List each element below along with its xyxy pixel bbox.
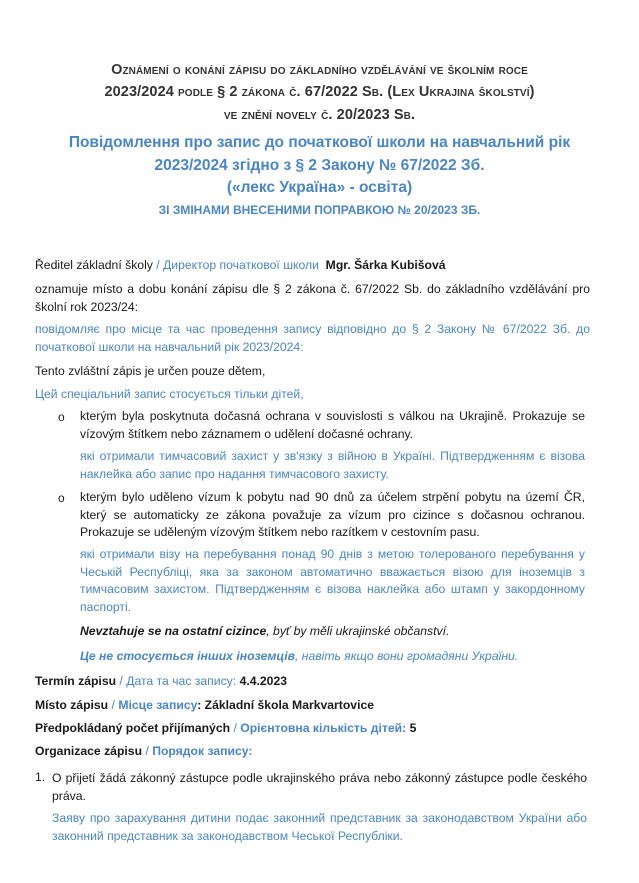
separator: / bbox=[108, 698, 119, 712]
ua-heading-line-4: ЗІ ЗМІНАМИ ВНЕСЕНИМИ ПОПРАВКОЮ № 20/2023 ЗБ. bbox=[158, 203, 481, 217]
count-line bbox=[35, 720, 590, 738]
bullet-1-cz: kterým byla poskytnuta dočasná ochrana v souvislosti s válkou na Ukrajině. Prokazuje se vízovým štítkem nebo záznamem o udělení dočasné ochrany. bbox=[80, 409, 585, 441]
separator: / bbox=[230, 721, 241, 735]
count-label-cz: Předpokládaný počet přijímaných bbox=[35, 721, 231, 735]
colon: : bbox=[197, 698, 205, 712]
ua-heading-line-3: («лекс Україна» - освіта) bbox=[226, 179, 413, 196]
bullet-1-ua: які отримали тимчасовий захист у зв'язку з війною в Україні. Підтвердженням є візова наклейка або запис про надання тимчасового захисту. bbox=[80, 449, 585, 481]
cz-heading-line-2: 2023/2024 podle § 2 zákona č. 67/2022 Sb. (Lex Ukrajina školství) bbox=[104, 84, 535, 100]
colon: : bbox=[232, 674, 240, 688]
count-label-ua: Орієнтовна кількість дітей bbox=[240, 721, 403, 735]
director-label-ua: Директор початкової школи bbox=[163, 258, 319, 272]
place-label-cz: Místo zápisu bbox=[35, 698, 109, 712]
director-line bbox=[35, 257, 590, 275]
place-label-ua: Місце запису bbox=[118, 698, 198, 712]
scope-ua: Цей спеціальний запис стосується тільки дітей, bbox=[35, 387, 304, 401]
exclusion-ua-rest: , навіть якщо вони громадяни України. bbox=[295, 649, 519, 663]
announce-ua: повідомляє про місце та час проведення запису відповідно до § 2 Закону № 67/2022 Зб. до початкової школи на навчальний рік 2023/2024: bbox=[35, 322, 590, 354]
count-value: 5 bbox=[409, 721, 417, 735]
exclusion-cz-bold: Nevztahuje se na ostatní cizince bbox=[80, 624, 267, 638]
cz-heading-line-3: ve znění novely č. 20/2023 Sb. bbox=[223, 107, 416, 123]
separator: / bbox=[152, 258, 164, 272]
bullet-marker: o bbox=[58, 410, 65, 424]
bullet-2-cz: kterým bylo uděleno vízum k pobytu nad 90 dnů za účelem strpění pobytu na území ČR, který se automaticky ze zákona považuje za vízum pro cizince s dočasnou ochranou. Prokazuje se uděleným vízovým štítkem nebo razítkem v cestovním pasu. bbox=[80, 490, 585, 539]
term-label-ua: Дата та час запису bbox=[126, 674, 233, 688]
org-label-ua: Порядок запису: bbox=[152, 744, 253, 758]
numbered-1-ua: Заяву про зарахування дитини подає законний представник за законодавством України або законний представник за законодавством Чеської Республіки. bbox=[52, 811, 587, 843]
director-label-cz: Ředitel základní školy bbox=[35, 258, 153, 272]
list-number: 1. bbox=[35, 770, 46, 784]
exclusion-cz bbox=[80, 623, 585, 641]
bullet-marker: o bbox=[58, 491, 65, 505]
scope-cz: Tento zvláštní zápis je určen pouze dětem, bbox=[35, 364, 266, 378]
term-value: 4.4.2023 bbox=[239, 674, 288, 688]
place-value: Základní škola Markvartovice bbox=[204, 698, 375, 712]
numbered-1-cz: O přijetí žádá zákonný zástupce podle ukrajinského práva nebo zákonný zástupce podle českého práva. bbox=[52, 771, 587, 803]
exclusion-cz-rest: , byť by měli ukrajinské občanství. bbox=[266, 624, 450, 638]
org-label-cz: Organizace zápisu bbox=[35, 744, 143, 758]
term-label-cz: Termín zápisu bbox=[35, 674, 117, 688]
place-line bbox=[35, 697, 590, 715]
exclusion-ua bbox=[80, 648, 585, 666]
separator: / bbox=[116, 674, 127, 688]
ua-heading-line-2: 2023/2024 згідно з § 2 Закону № 67/2022 Зб. bbox=[154, 157, 485, 174]
ua-heading-line-1: Повідомлення про запис до початкової школи на навчальний рік bbox=[68, 134, 571, 151]
director-name: Mgr. Šárka Kubišová bbox=[325, 258, 446, 272]
announce-cz: oznamuje místo a dobu konání zápisu dle § 2 zákona č. 67/2022 Sb. do základního vzdělávání pro školní rok 2023/24: bbox=[35, 282, 590, 314]
term-line bbox=[35, 673, 590, 691]
bullet-2-ua: які отримали візу на перебування понад 90 днів з метою толерованого перебування у Чеській Республіці, яка за законом автоматично вважається візою для іноземців з тимчасовим захистом. Підтвердженням є візова наклейка або штамп у закордонному паспорті. bbox=[80, 547, 585, 614]
org-line bbox=[35, 743, 590, 761]
exclusion-ua-bold: Це не стосується інших іноземців bbox=[80, 649, 296, 663]
separator: / bbox=[142, 744, 153, 758]
cz-heading-line-1: Oznámení o konání zápisu do základního vzdělávání ve školním roce bbox=[111, 62, 528, 78]
colon: : bbox=[402, 721, 410, 735]
